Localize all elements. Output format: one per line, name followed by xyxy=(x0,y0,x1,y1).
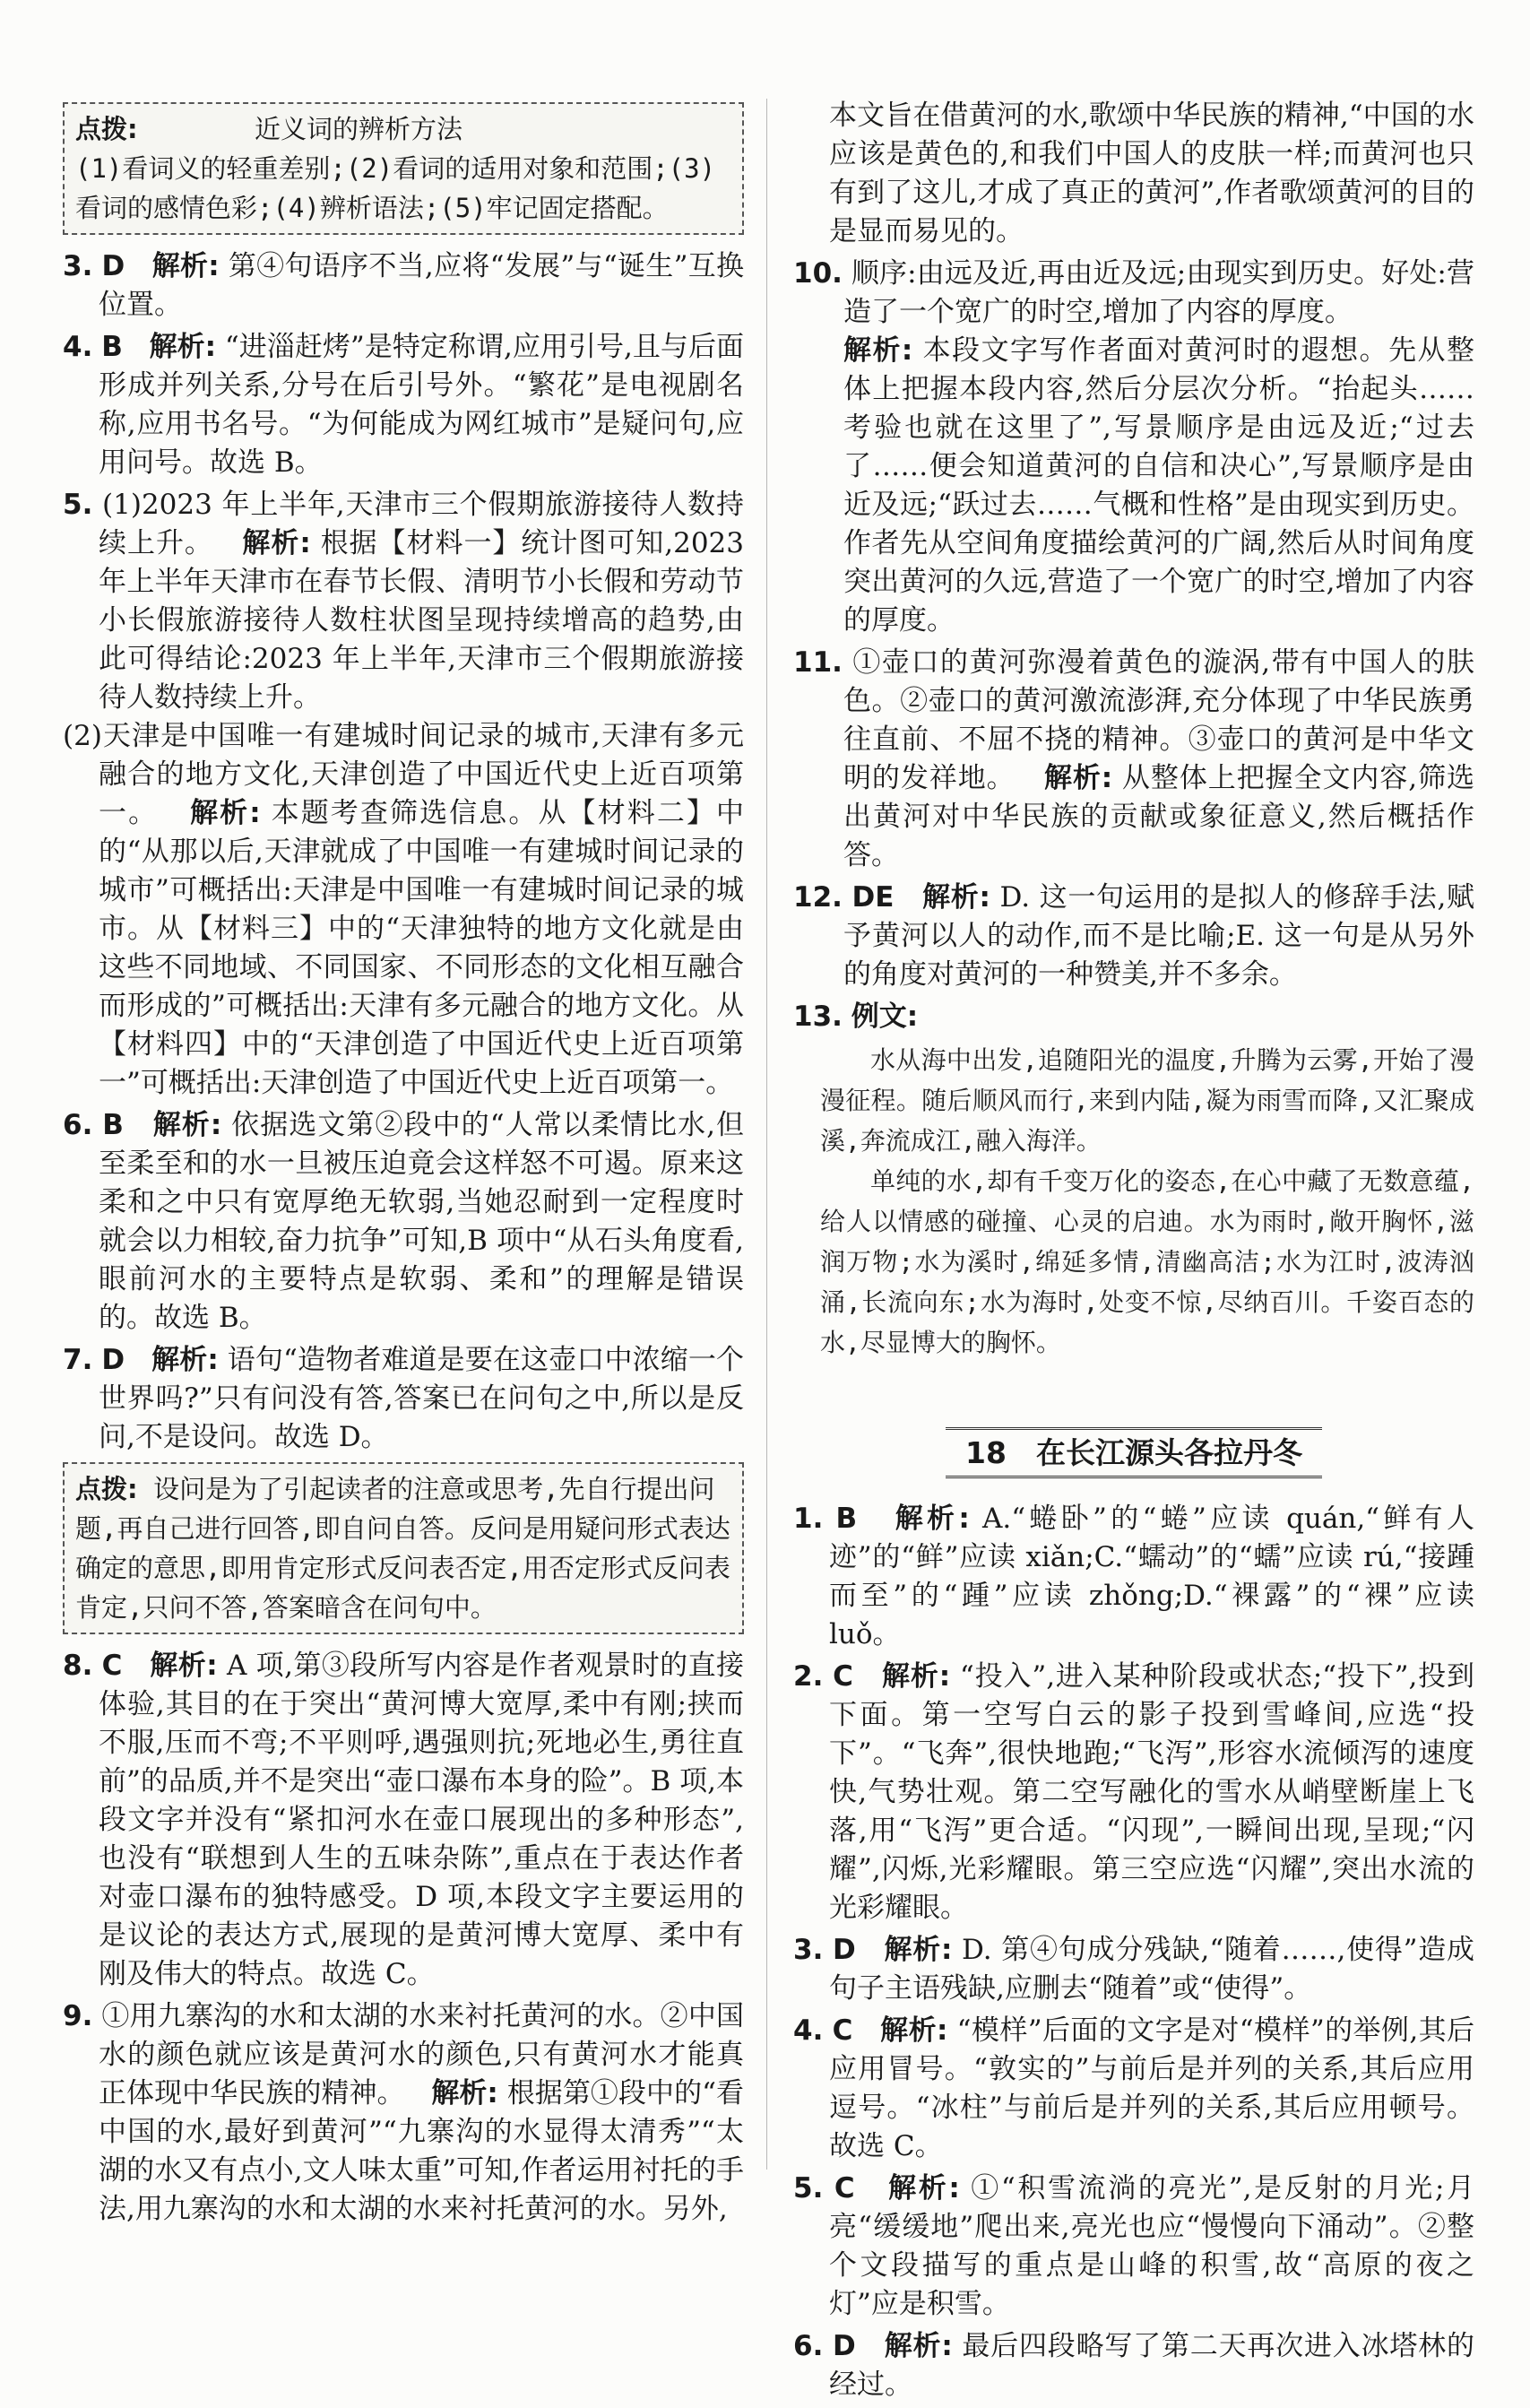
item-number: 1. xyxy=(793,1503,824,1535)
lesson-answer-item-2 xyxy=(793,1658,1474,1927)
item-number: 3. xyxy=(793,1934,824,1966)
analysis-text: “进淄赶烤”是特定称谓,应用引号,且与后面形成并列关系,分号在后引号外。“繁花”是电视剧名称,应用书名号。“为何能成为网红城市”是疑问句,应用问号。故选 B。 xyxy=(99,331,744,479)
item-answer: D xyxy=(101,1344,125,1376)
item-number: 9. xyxy=(63,2000,93,2032)
lesson-answer-item-1 xyxy=(793,1500,1474,1654)
item-number: 2. xyxy=(793,1660,824,1693)
analysis-text: ①“积雪流淌的亮光”,是反射的月光;月亮“缓缓地”爬出来,亮光也应“慢慢向下涌动”。②整个文段描写的重点是山峰的积雪,故“高原的夜之灯”应是积雪。 xyxy=(829,2172,1475,2320)
analysis-text: 从整体上把握全文内容,筛选出黄河对中华民族的贡献或象征意义,然后概括作答。 xyxy=(843,762,1475,871)
tip-box-rhetorical-question xyxy=(63,1462,744,1634)
answer-item-13 xyxy=(793,998,1474,1363)
answer-item-7 xyxy=(63,1341,744,1457)
tip-label: 点拨: xyxy=(75,1474,138,1504)
item-number: 3. xyxy=(63,250,93,282)
item-answer: C xyxy=(833,1660,853,1693)
analysis-text: D. 这一句运用的是拟人的修辞手法,赋予黄河以人的动作,而不是比喻;E. 这一句是从另外的角度对黄河的一种赞美,并不多余。 xyxy=(843,881,1475,991)
item-number: 13. xyxy=(793,1000,843,1033)
tip-title: 近义词的辨析方法 xyxy=(255,114,463,144)
item-answer: D xyxy=(833,2330,856,2362)
analysis-text: 根据第①段中的“看中国的水,最好到黄河”“九寨沟的水显得太清秀”“太湖的水又有点小,文人味太重”可知,作者运用衬托的手法,用九寨沟的水和太湖的水来衬托黄河的水。另外, xyxy=(99,2077,745,2225)
item-answer: DE xyxy=(851,881,895,914)
analysis-text: 依据选文第②段中的“人常以柔情比水,但至柔至和的水一旦被压迫竟会这样怒不可遏。原来这柔和之中只有宽厚绝无软弱,当她忍耐到一定程度时就会以力相较,奋力抗争”可知,B 项中“从石头角度看,眼前河水的主要特点是软弱、柔和”的理解是错误的。故选 B。 xyxy=(99,1109,744,1334)
answer-item-4 xyxy=(63,328,744,482)
lesson-answer-item-6 xyxy=(793,2327,1474,2404)
analysis-text: “投入”,进入某种阶段或状态;“投下”,投到下面。第一空写白云的影子投到雪峰间,应选“投下”。“飞奔”,很快地跑;“飞泻”,形容水流倾泻的速度快,气势壮观。第二空写融化的雪水从峭壁断崖上飞落,用“飞泻”更合适。“闪现”,一瞬间出现,呈现;“闪耀”,闪烁,光彩耀眼。第三空应选“闪耀”,突出水流的光彩耀眼。 xyxy=(829,1660,1475,1924)
analysis-text-part2: 本题考查筛选信息。从【材料二】中的“从那以后,天津就成了中国唯一有建城时间记录的城市”可概括出:天津是中国唯一有建城时间记录的城市。从【材料三】中的“天津独特的地方文化就是由这些不同地域、不同国家、不同形态的文化相互融合而形成的”可概括出:天津有多元融合的地方文化。从【材料四】中的“天津创造了中国近代史上近百项第一”可概括出:天津创造了中国近代史上近百项第一。 xyxy=(99,797,745,1099)
answer-item-9-continued xyxy=(793,97,1474,251)
column-divider xyxy=(766,99,767,2170)
tip-box-synonyms xyxy=(63,102,744,235)
sample-essay-label: 例文: xyxy=(851,1000,919,1033)
item-answer: C xyxy=(832,2014,853,2047)
left-column xyxy=(63,97,744,2232)
item-number: 6. xyxy=(793,2330,824,2362)
analysis-text: A 项,第③段所写内容是作者观景时的直接体验,其目的在于突出“黄河博大宽厚,柔中有刚;挟而不服,压而不弯;不平则呼,遇强则抗;死地必生,勇往直前”的品质,并不是突出“壶口瀑布本身的险”。B 项,本段文字并没有“紧扣河水在壶口展现出的多种形态”,也没有“联想到人生的五味杂陈”,重点在于表达作者对壶口瀑布的独特感受。D 项,本段文字主要运用的是议论的表达方式,展现的是黄河博大宽厚、柔中有刚及伟大的特点。故选 C。 xyxy=(99,1650,745,1990)
item-answer: C xyxy=(101,1650,123,1682)
analysis-label: 解析: xyxy=(888,2172,960,2204)
item-number: 4. xyxy=(63,331,93,363)
analysis-label: 解析: xyxy=(150,1650,218,1682)
item-number: 6. xyxy=(63,1109,93,1141)
analysis-text-part1: 根据【材料一】统计图可知,2023 年上半年天津市在春节长假、清明节小长假和劳动节小长假旅游接待人数柱状图呈现持续增高的趋势,由此可得结论:2023 年上半年,天津市三个假期旅游接待人数持续上升。 xyxy=(99,527,745,714)
analysis-label: 解析: xyxy=(190,797,261,829)
analysis-label: 解析: xyxy=(882,1660,951,1693)
item-number: 10. xyxy=(793,257,843,290)
item-number: 8. xyxy=(63,1650,93,1682)
answer-item-3 xyxy=(63,247,744,325)
item-answer: B xyxy=(102,1109,124,1141)
tip-header xyxy=(75,109,731,149)
analysis-text: 最后四段略写了第二天再次进入冰塔林的经过。 xyxy=(829,2330,1474,2401)
analysis-label: 解析: xyxy=(149,331,217,363)
right-column xyxy=(793,97,1474,2408)
analysis-label: 解析: xyxy=(152,1109,222,1141)
tip-body: 设问是为了引起读者的注意或思考,先自行提出问题,再自己进行回答,即自问自答。反问是用疑问形式表达确定的意思,即用肯定形式反问表否定,用否定形式反问表肯定,只问不答,答案暗含在问句中。 xyxy=(75,1474,730,1623)
answer-item-10 xyxy=(793,255,1474,640)
analysis-text: 语句“造物者难道是要在这壶口中浓缩一个世界吗?”只有问没有答,答案已在问句之中,所以是反问,不是设问。故选 D。 xyxy=(99,1344,744,1453)
item-number: 4. xyxy=(793,2014,824,2047)
answer-item-8 xyxy=(63,1647,744,1994)
analysis-label: 解析: xyxy=(151,250,220,282)
analysis-label: 解析: xyxy=(922,881,990,914)
item-answer: 顺序:由远及近,再由近及远;由现实到历史。好处:营造了一个宽广的时空,增加了内容的厚度。 xyxy=(843,257,1475,328)
answer-item-5 xyxy=(63,486,744,1103)
analysis-label: 解析: xyxy=(431,2077,498,2109)
analysis-label: 解析: xyxy=(880,2014,948,2047)
answer-item-12 xyxy=(793,879,1474,994)
analysis-label: 解析: xyxy=(242,527,311,559)
tip-label: 点拨: xyxy=(75,114,138,144)
item-answer-part2: (2)天津是中国唯一有建城时间记录的城市,天津有多元融合的地方文化,天津创造了中国近代史上近百项第一。 xyxy=(63,720,744,829)
analysis-text-continued: 本文旨在借黄河的水,歌颂中华民族的精神,“中国的水应该是黄色的,和我们中国人的皮肤一样;而黄河也只有到了这儿,才成了真正的黄河”,作者歌颂黄河的目的是显而易见的。 xyxy=(829,100,1474,247)
item-number: 5. xyxy=(793,2172,824,2204)
analysis-label: 解析: xyxy=(1043,762,1113,794)
item-answer: ①壶口的黄河弥漫着黄色的漩涡,带有中国人的肤色。②壶口的黄河激流澎湃,充分体现了中华民族勇往直前、不屈不挠的精神。③壶口的黄河是中华文明的发祥地。 xyxy=(843,646,1474,794)
analysis-label: 解析: xyxy=(843,334,913,367)
analysis-label: 解析: xyxy=(151,1344,219,1376)
analysis-text: A.“蜷卧”的“蜷”应读 quán,“鲜有人迹”的“鲜”应读 xiǎn;C.“蠕动”的“蠕”应读 rú,“接踵而至”的“踵”应读 zhǒng;D.“裸露”的“裸”应读 luǒ。 xyxy=(829,1503,1475,1650)
analysis-label: 解析: xyxy=(884,1934,953,1966)
answer-item-11 xyxy=(793,644,1474,875)
answer-item-9 xyxy=(63,1997,744,2229)
analysis-text: D. 第④句成分残缺,“随着……,使得”造成句子主语残缺,应删去“随着”或“使得”。 xyxy=(829,1934,1474,2005)
lesson-answer-item-3 xyxy=(793,1931,1474,2008)
lesson-section-header: 18 在长江源头各拉丹冬 xyxy=(946,1427,1322,1478)
analysis-label: 解析: xyxy=(895,1503,970,1535)
analysis-text: 本段文字写作者面对黄河时的遐想。先从整体上把握本段内容,然后分层次分析。“抬起头……考验也就在这里了”,写景顺序是由远及近;“过去了……便会知道黄河的自信和决心”,写景顺序是由近及远;“跃过去……气概和性格”是由现实到历史。作者先从空间角度描绘黄河的广阔,然后从时间角度突出黄河的久远,营造了一个宽广的时空,增加了内容的厚度。 xyxy=(843,334,1474,637)
essay-paragraph-2: 单纯的水,却有千变万化的姿态,在心中藏了无数意蕴,给人以情感的碰撞、心灵的启迪。水为雨时,敞开胸怀,滋润万物;水为溪时,绵延多情,清幽高洁;水为江时,波涛汹涌,长流向东;水为海时,处变不惊,尽纳百川。千姿百态的水,尽显博大的胸怀。 xyxy=(820,1166,1474,1357)
item-answer: ①用九寨沟的水和太湖的水来衬托黄河的水。②中国水的颜色就应该是黄河水的颜色,只有黄河水才能真正体现中华民族的精神。 xyxy=(99,2000,745,2109)
item-answer: B xyxy=(835,1503,858,1535)
item-answer-part1: (1)2023 年上半年,天津市三个假期旅游接待人数持续上升。 xyxy=(99,489,744,559)
lesson-answer-item-5 xyxy=(793,2170,1474,2324)
analysis-text: “模样”后面的文字是对“模样”的举例,其后应用冒号。“敦实的”与前后是并列的关系,其后应用逗号。“冰柱”与前后是并列的关系,其后应用顿号。故选 C。 xyxy=(829,2014,1475,2162)
lesson-answer-item-4 xyxy=(793,2012,1474,2166)
item-number: 7. xyxy=(63,1344,93,1376)
sample-essay xyxy=(820,1040,1474,1363)
item-number: 11. xyxy=(793,646,843,679)
answer-item-6 xyxy=(63,1106,744,1338)
item-answer: D xyxy=(101,250,125,282)
item-answer: C xyxy=(834,2172,855,2204)
item-answer: B xyxy=(101,331,123,363)
tip-body: (1)看词义的轻重差别;(2)看词的适用对象和范围;(3)看词的感情色彩;(4)辨析语法;(5)牢记固定搭配。 xyxy=(75,153,716,223)
item-number: 5. xyxy=(63,489,93,521)
item-answer: D xyxy=(832,1934,856,1966)
analysis-label: 解析: xyxy=(884,2330,953,2362)
item-number: 12. xyxy=(793,881,843,914)
essay-paragraph-1: 水从海中出发,追随阳光的温度,升腾为云雾,开始了漫漫征程。随后顺风而行,来到内陆,凝为雨雪而降,又汇聚成溪,奔流成江,融入海洋。 xyxy=(820,1045,1474,1156)
analysis-text: 第④句语序不当,应将“发展”与“诞生”互换位置。 xyxy=(99,250,745,321)
